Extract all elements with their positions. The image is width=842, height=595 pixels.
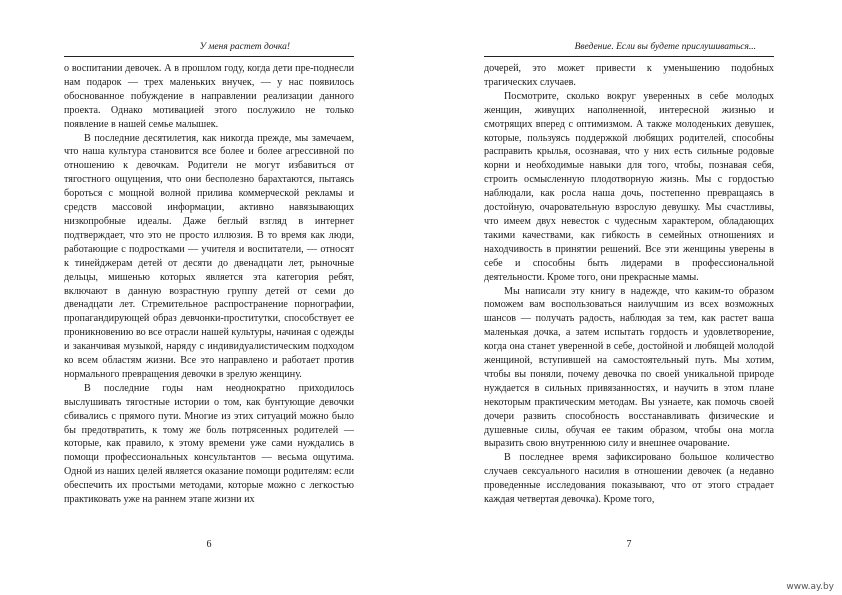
right-page-number: 7 bbox=[626, 539, 632, 550]
left-page-body bbox=[64, 62, 354, 507]
left-paragraph-3: В последние годы нам неоднократно приходилось выслушивать тягостные истории о том, как бунтующие девочки сбивались с прямого пути. Многие из этих ситуаций можно было бы предотвратить, к тому же боль потрясенных родителей — которые, как правило, к этому времени уже сами нуждались в помощи профессиональных консультантов — весьма ощутима. Одной из наших целей является оказание помощи родителям: если обеспечить их простыми методами, которые можно с легкостью практиковать уже на раннем этапе жизни их bbox=[64, 382, 354, 506]
left-paragraph-2: В последние десятилетия, как никогда прежде, мы замечаем, что наша культура становится все более и более агрессивной по отношению к девочкам. Родители не могут избавиться от тягостного ощущения, что они бесполезно барахтаются, пытаясь бороться с мощной волной прилива коммерческой рекламы и средств массовой информации, активно навязывающих низкопробные идеалы. Даже беглый взгляд в интернет подтверждает, что это не просто иллюзия. В то время как люди, работающие с подростками — учителя и воспитатели, — относят к тинейджерам детей от десяти до двенадцати лет, рыночные дельцы, мишенью которых является эта категория ребят, включают в данную возрастную группу детей от семи до двенадцати лет. Стремительное распространение порнографии, пропагандирующей образ девчонки-проститутки, способствует ее проникновению во все отрасли нашей культуры, начиная с одежды и заканчивая музыкой, наряду с индивидуалистическим подходом ко всем областям жизни. Все это направлено и работает против нормального превращения девочки в зрелую женщину. bbox=[64, 132, 354, 380]
right-paragraph-3: Мы написали эту книгу в надежде, что каким-то образом поможем вам воспользоваться наилучшим из всех возможных шансов — получать радость, наблюдая за тем, как растет ваша маленькая дочка, а затем испытать гордость и удовлетворение, когда она станет уверенной в себе, достойной и любящей молодой женщиной, вступившей на самостоятельный путь. Мы хотим, чтобы вы поняли, почему девочка по своей уникальной природе нуждается в сильных привязанностях, и научить в этом плане некоторым практическим методам. Вы узнаете, как помочь своей дочери развить способность восстанавливать физические и душевные силы, обучая ее таким образом, чтобы она могла выразить свою внутреннюю силу и внешнее очарование. bbox=[484, 285, 774, 450]
right-page-body bbox=[484, 62, 774, 507]
right-running-head-text: Введение. Если вы будете прислушиваться... bbox=[574, 42, 756, 52]
right-paragraph-4: В последнее время зафиксировано большое количество случаев сексуального насилия в отношении девочек (а недавно проведенные исследования показывают, что от этого страдает каждая четвертая девочка). Кроме того, bbox=[484, 452, 774, 506]
right-paragraph-1: дочерей, это может привести к уменьшению подобных трагических случаев. bbox=[484, 63, 774, 88]
right-paragraph-2: Посмотрите, сколько вокруг уверенных в себе молодых женщин, живущих наполненной, интересной жизнью и смотрящих вперед с оптимизмом. А также молоденьких девушек, которые, пользуясь поддержкой любящих родителей, способны расправить крылья, осознавая, что у них есть сильные родовые корни и необходимые навыки для того, чтобы, познавая себя, строить осмысленную плодотворную жизнь. Мы с гордостью наблюдали, как росла наша дочь, постепенно превращаясь в достойную, очаровательную взрослую девушку. Мы счастливы, что имеем двух невесток с чудесным характером, обладающих такими качествами, как гибкость в семейных отношениях и находчивость в принятии решений. Все эти женщины уверены в себе и способны быть лидерами в профессиональной деятельности. Кроме того, они прекрасные мамы. bbox=[484, 90, 774, 283]
left-page bbox=[64, 40, 354, 560]
left-page-number: 6 bbox=[206, 539, 212, 550]
site-watermark: www.ay.by bbox=[786, 582, 834, 592]
left-paragraph-1: о воспитании девочек. А в прошлом году, когда дети пре-поднесли нам подарок — трех маленьких внучек, — у нас появилось обоснованное побуждение в направлении реализации данного проекта. Однако мотивацией этого послужило не только появление в нашей семье малышек. bbox=[64, 63, 354, 130]
right-running-head bbox=[484, 40, 774, 57]
left-running-head-text: У меня растет дочка! bbox=[199, 42, 290, 52]
right-page bbox=[484, 40, 774, 560]
left-running-head bbox=[64, 40, 354, 57]
